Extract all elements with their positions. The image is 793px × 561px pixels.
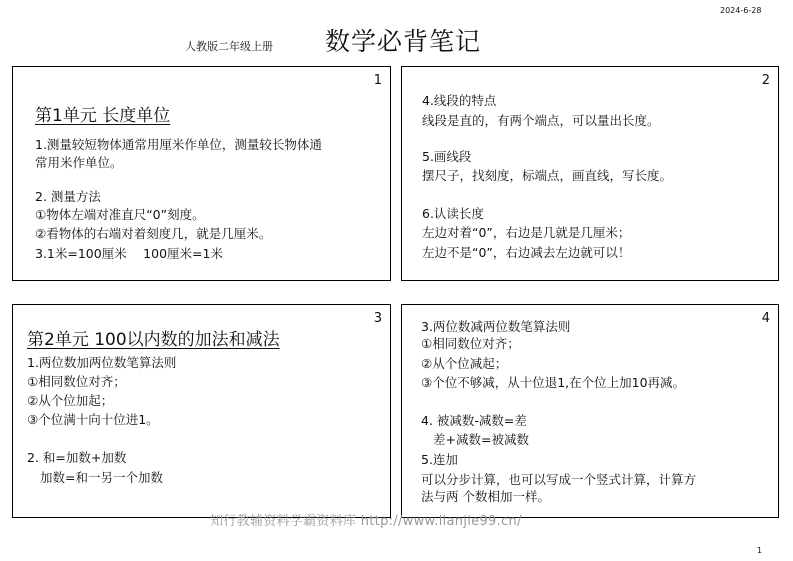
card-number: 3	[373, 311, 382, 326]
card-number: 2	[761, 73, 770, 88]
note-line: ①物体左端对准直尺“0”刻度。	[35, 207, 205, 222]
note-line: 3.两位数减两位数笔算法则	[421, 319, 571, 334]
unit-heading: 第1单元 长度单位	[35, 106, 171, 126]
textbook-edition: 人教版二年级上册	[185, 40, 273, 53]
unit-heading: 第2单元 100以内数的加法和减法	[27, 330, 280, 350]
note-line: ②从个位减起；	[421, 356, 508, 371]
note-line: 4. 被减数-减数=差	[421, 413, 527, 428]
note-line: 6.认读长度	[422, 206, 484, 221]
note-line: 4.线段的特点	[422, 93, 497, 108]
date-label: 2024-6-28	[720, 6, 762, 15]
note-line: ②从个位加起；	[27, 393, 114, 408]
note-line: 左边不是“0”，右边减去左边就可以！	[422, 245, 631, 260]
note-line: 2. 和=加数+加数	[27, 450, 127, 465]
note-line: 加数=和一另一个加数	[40, 470, 163, 485]
note-line: 常用米作单位。	[35, 155, 123, 170]
note-line: 1.测量较短物体通常用厘米作单位，测量较长物体通	[35, 137, 322, 152]
note-card-2	[401, 66, 779, 281]
card-number: 1	[373, 73, 382, 88]
note-line: 摆尺子，找刻度，标端点，画直线，写长度。	[422, 168, 673, 183]
note-line: 1.两位数加两位数笔算法则	[27, 355, 177, 370]
note-line: 左边对着“0”，右边是几就是几厘米；	[422, 225, 631, 240]
note-card-1	[12, 66, 391, 281]
note-line: ③个位不够减，从十位退1,在个位上加10再减。	[421, 375, 686, 390]
page-number: 1	[757, 546, 763, 555]
note-line: 2. 测量方法	[35, 189, 101, 204]
note-line: 差+减数=被减数	[433, 432, 529, 447]
note-line: 法与两 个数相加一样。	[421, 489, 550, 504]
note-line: 线段是直的，有两个端点，可以量出长度。	[422, 113, 660, 128]
note-line: 5.画线段	[422, 149, 472, 164]
note-line: 可以分步计算，也可以写成一个竖式计算，计算方	[421, 472, 697, 487]
note-line: 3.1米=100厘米 100厘米=1米	[35, 246, 223, 261]
note-line: ③个位满十向十位进1。	[27, 412, 159, 427]
note-card-3	[12, 304, 391, 518]
note-line: ②看物体的右端对着刻度几，就是几厘米。	[35, 226, 272, 241]
watermark-link: 知行教辅资料学霸资料库 http://www.lianjie99.cn/	[210, 514, 522, 529]
note-line: ①相同数位对齐；	[27, 374, 126, 389]
note-line: ①相同数位对齐；	[421, 336, 520, 351]
note-line: 5.连加	[421, 452, 458, 467]
note-card-4	[401, 304, 779, 518]
page-title: 数学必背笔记	[325, 27, 482, 56]
card-number: 4	[761, 311, 770, 326]
